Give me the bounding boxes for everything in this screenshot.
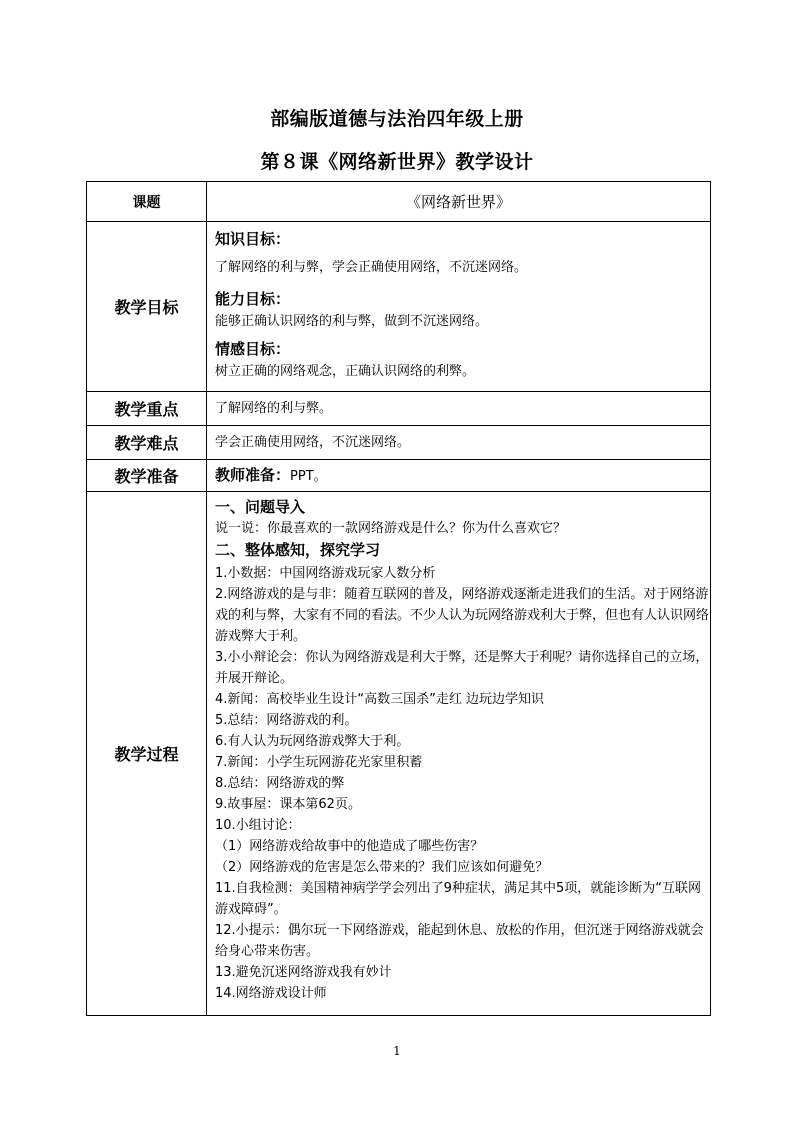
focus-label: 教学重点 bbox=[87, 392, 207, 426]
process-item: 2.网络游戏的是与非：随着互联网的普及，网络游戏逐渐走进我们的生活。对于网络游戏的利与弊，大家有不同的看法。不少人认为玩网络游戏利大于弊，但也有人认识网络游戏弊大于利。 bbox=[215, 587, 710, 644]
difficulty-text: 学会正确使用网络，不沉迷网络。 bbox=[215, 434, 411, 450]
objectives-label: 教学目标 bbox=[87, 222, 207, 392]
prep-label: 教学准备 bbox=[87, 460, 207, 492]
ability-objective-title: 能力目标： bbox=[215, 290, 291, 308]
process-item: 12.小提示：偶尔玩一下网络游戏，能起到休息、放松的作用，但沉迷于网络游戏就会给身心带来伤害。 bbox=[215, 923, 704, 959]
topic-value: 《网络新世界》 bbox=[207, 182, 711, 222]
page-number: 1 bbox=[393, 1044, 401, 1058]
emotion-objective-text: 树立正确的网络观念，正确认识网络的利弊。 bbox=[215, 364, 476, 379]
process-section-1: 一、问题导入 bbox=[215, 498, 306, 516]
focus-cell bbox=[207, 392, 711, 426]
process-question: 说一说：你最喜欢的一款网络游戏是什么？你为什么喜欢它？ bbox=[215, 521, 567, 536]
process-item: 1.小数据：中国网络游戏玩家人数分析 bbox=[215, 566, 436, 581]
process-item: 3.小小辩论会：你认为网络游戏是利大于弊，还是弊大于利呢？请你选择自己的立场，并展开辩论。 bbox=[215, 650, 709, 686]
process-item: （2）网络游戏的危害是怎么带来的？我们应该如何避免？ bbox=[215, 860, 549, 875]
document-subtitle: 第８课《网络新世界》教学设计 bbox=[260, 151, 534, 173]
objectives-cell bbox=[207, 222, 711, 392]
prep-bold: 教师准备： bbox=[215, 466, 291, 484]
topic-label: 课题 bbox=[87, 182, 207, 222]
process-item: 10.小组讨论： bbox=[215, 818, 301, 833]
prep-row bbox=[87, 460, 711, 492]
difficulty-row bbox=[87, 426, 711, 460]
objectives-row bbox=[87, 222, 711, 392]
focus-row bbox=[87, 392, 711, 426]
process-cell bbox=[207, 492, 711, 1016]
process-label: 教学过程 bbox=[87, 492, 207, 1016]
process-item: 9.故事屋：课本第62页。 bbox=[215, 797, 361, 812]
focus-text: 了解网络的利与弊。 bbox=[215, 400, 333, 416]
difficulty-cell bbox=[207, 426, 711, 460]
knowledge-objective-text: 了解网络的利与弊，学会正确使用网络，不沉迷网络。 bbox=[215, 260, 528, 275]
process-section-2: 二、整体感知，探究学习 bbox=[215, 541, 381, 559]
emotion-objective-title: 情感目标： bbox=[215, 340, 291, 358]
process-row bbox=[87, 492, 711, 1016]
lesson-plan-table bbox=[86, 181, 711, 1016]
process-item: 8.总结：网络游戏的弊 bbox=[215, 776, 345, 791]
ability-objective-text: 能够正确认识网络的利与弊，做到不沉迷网络。 bbox=[215, 314, 489, 329]
process-item: （1）网络游戏给故事中的他造成了哪些伤害？ bbox=[215, 839, 484, 854]
process-item: 5.总结：网络游戏的利。 bbox=[215, 713, 358, 728]
process-item: 7.新闻：小学生玩网游花光家里积蓄 bbox=[215, 755, 423, 770]
prep-cell bbox=[207, 460, 711, 492]
process-item: 6.有人认为玩网络游戏弊大于利。 bbox=[215, 734, 410, 749]
document-title: 部编版道德与法治四年级上册 bbox=[270, 108, 524, 130]
process-item: 13.避免沉迷网络游戏我有妙计 bbox=[215, 965, 392, 980]
knowledge-objective-title: 知识目标： bbox=[215, 230, 291, 248]
difficulty-label: 教学难点 bbox=[87, 426, 207, 460]
process-item: 4.新闻：高校毕业生设计“高数三国杀”走红 边玩边学知识 bbox=[215, 692, 545, 707]
process-item: 14.网络游戏设计师 bbox=[215, 986, 327, 1001]
process-item: 11.自我检测：美国精神病学学会列出了9种症状，满足其中5项，就能诊断为“互联网游戏障碍”。 bbox=[215, 881, 701, 917]
topic-row bbox=[87, 182, 711, 222]
prep-text: PPT。 bbox=[290, 469, 327, 484]
